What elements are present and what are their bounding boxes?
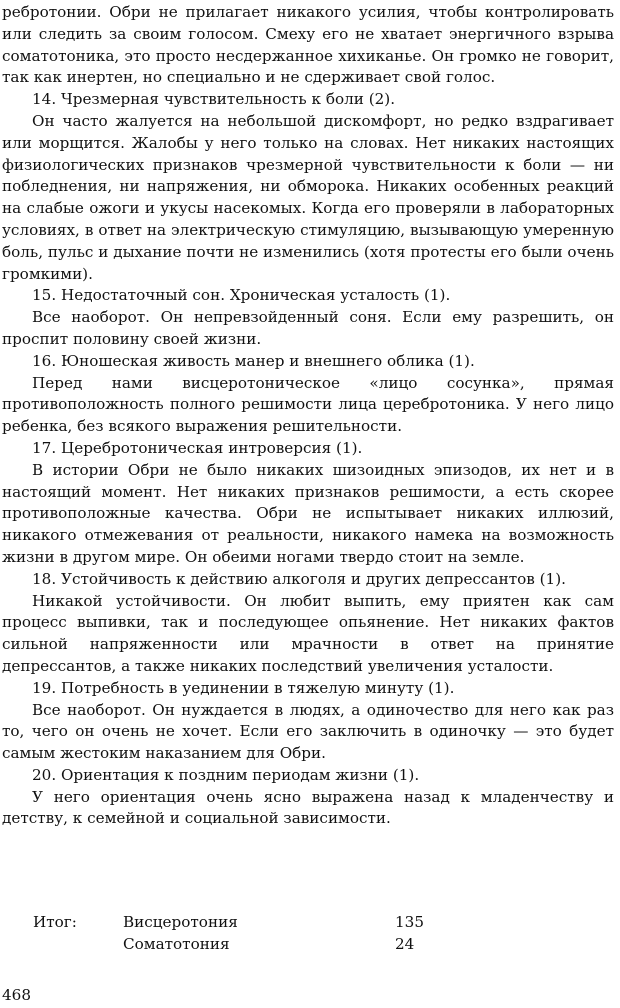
paragraph: Все наоборот. Он нуждается в людях, а одиночество для него как раз то, чего он очень не хочет. Если его заключить в одиночку — это будет самым жестоким наказанием для Обри.: [2, 700, 614, 763]
item-heading-15: 15. Недостаточный сон. Хроническая усталость (1).: [32, 286, 451, 305]
summary-value: 135: [395, 913, 424, 931]
summary-name: Соматотония: [123, 935, 230, 953]
item-heading-16: 16. Юношеская живость манер и внешнего облика (1).: [32, 351, 475, 370]
summary-row: [0, 934, 620, 956]
paragraph: Перед нами висцеротоническое «лицо сосунка», прямая противоположность полного решимости лица церебротоника. У него лицо ребенка, без всякого выражения решительности.: [2, 373, 614, 436]
paragraph-continuation: ребротонии. Обри не прилагает никакого усилия, чтобы контролировать или следить за своим голосом. Смеху его не хватает энергичного взрыва соматотоника, это просто несдержанное хихиканье. Он громко не говорит, так как инертен, но специально и не сдерживает свой голос.: [2, 3, 614, 87]
summary-name: Висцеротония: [123, 913, 238, 931]
page-number: 468: [2, 986, 31, 1004]
item-heading-20: 20. Ориентация к поздним периодам жизни (1).: [32, 765, 420, 784]
summary-table: [0, 912, 620, 956]
item-heading-14: 14. Чрезмерная чувствительность к боли (2).: [32, 90, 396, 109]
paragraph: Он часто жалуется на небольшой дискомфорт, но редко вздрагивает или морщится. Жалобы у него только на словах. Нет никаких настоящих физиологических признаков чрезмерной чувствительности к боли — ни побледнения, ни напряжения, ни обморока. Никаких особенных реакций на слабые ожоги и укусы насекомых. Когда его проверяли в лабораторных условиях, в ответ на электрическую стимуляцию, вызывающую умеренную боль, пульс и дыхание почти не изменились (хотя протесты его были очень громкими).: [2, 111, 614, 283]
item-heading-18: 18. Устойчивость к действию алкоголя и других депрессантов (1).: [32, 569, 566, 588]
paragraph: В истории Обри не было никаких шизоидных эпизодов, их нет и в настоящий момент. Нет никаких признаков решимости, а есть скорее противоположные качества. Обри не испытывает никаких иллюзий, никакого отмежевания от реальности, никакого намека на возможность жизни в другом мире. Он обеими ногами твердо стоит на земле.: [2, 460, 614, 566]
paragraph: Никакой устойчивости. Он любит выпить, ему приятен как сам процесс выпивки, так и последующее опьянение. Нет никаких фактов сильной напряженности или мрачности в ответ на принятие депрессантов, а также никаких последствий увеличения усталости.: [2, 591, 614, 675]
body-text: [2, 2, 614, 830]
summary-label: Итог:: [33, 913, 77, 931]
paragraph: У него ориентация очень ясно выражена назад к младенчеству и детству, к семейной и социальной зависимости.: [2, 787, 614, 828]
paragraph: Все наоборот. Он непревзойденный соня. Если ему разрешить, он проспит половину своей жизни.: [2, 308, 614, 348]
summary-row: [0, 912, 620, 934]
item-heading-19: 19. Потребность в уединении в тяжелую минуту (1).: [32, 678, 455, 697]
summary-value: 24: [395, 935, 415, 953]
item-heading-17: 17. Церебротоническая интроверсия (1).: [32, 438, 363, 457]
